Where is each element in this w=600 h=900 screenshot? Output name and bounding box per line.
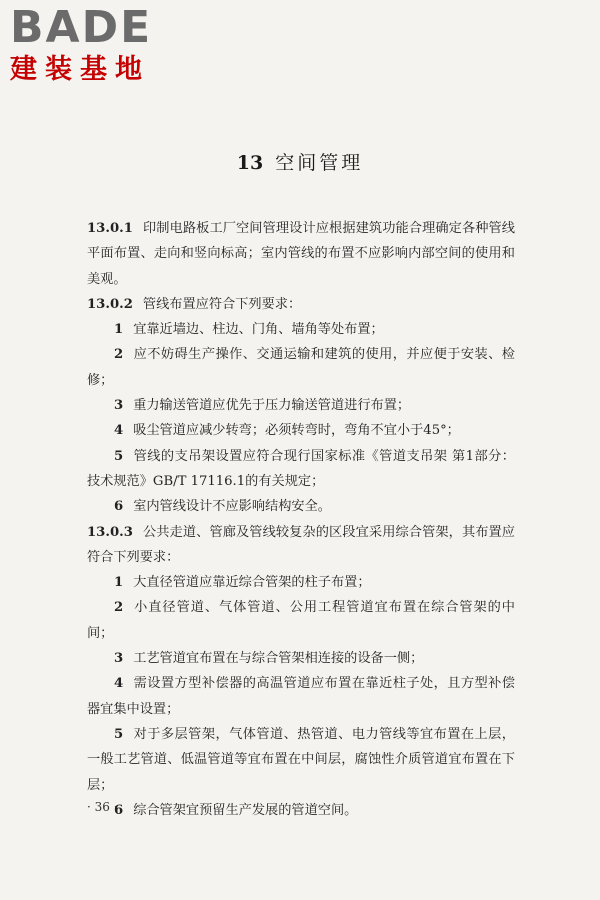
item-number: 1: [114, 322, 124, 338]
list-item: [87, 646, 515, 671]
item-number: 6: [114, 802, 124, 818]
item-number: 4: [114, 423, 124, 439]
item-number: 3: [114, 398, 124, 414]
list-item: [87, 671, 515, 722]
chapter-title: [0, 148, 600, 175]
item-text: 重力输送管道应优先于压力输送管道进行布置；: [133, 398, 411, 414]
item-number: 2: [114, 600, 124, 616]
page-number: · 36 ·: [87, 800, 118, 814]
clause-text: 印制电路板工厂空间管理设计应根据建筑功能合理确定各种管线平面布置、走向和竖向标高；室内管线的布置不应影响内部空间的使用和美观。: [87, 221, 515, 287]
item-text: 管线的支吊架设置应符合现行国家标准《管道支吊架 第1部分：技术规范》GB/T 17116.1的有关规定；: [87, 448, 515, 489]
clause-text: 公共走道、管廊及管线较复杂的区段宜采用综合管架，其布置应符合下列要求：: [87, 524, 515, 565]
item-number: 5: [114, 448, 124, 464]
list-item: [87, 570, 515, 595]
clause-number: 13.0.3: [87, 524, 133, 540]
list-item: [87, 798, 515, 823]
list-item: [87, 444, 515, 495]
item-text: 室内管线设计不应影响结构安全。: [133, 499, 331, 515]
item-text: 工艺管道宜布置在与综合管架相连接的设备一侧；: [133, 651, 424, 667]
item-number: 5: [114, 726, 124, 742]
item-number: 3: [114, 651, 124, 667]
list-item: [87, 342, 515, 393]
clause-13-0-2: [87, 292, 515, 317]
clause-13-0-1: [87, 216, 515, 292]
item-text: 综合管架宜预留生产发展的管道空间。: [133, 802, 358, 818]
chapter-title-text: 空间管理: [275, 152, 364, 174]
clause-number: 13.0.1: [87, 221, 133, 236]
clause-text: 管线布置应符合下列要求：: [142, 296, 302, 312]
list-item: [87, 722, 515, 798]
item-number: 6: [114, 499, 124, 515]
item-text: 对于多层管架，气体管道、热管道、电力管线等宜布置在上层，一般工艺管道、低温管道等宜布置在中间层，腐蚀性介质管道宜布置在下层；: [87, 726, 515, 793]
list-item: [87, 494, 515, 519]
clause-number: 13.0.2: [87, 296, 133, 312]
bade-logo: [10, 2, 180, 86]
item-text: 需设置方型补偿器的高温管道应布置在靠近柱子处，且方型补偿器宜集中设置；: [87, 676, 515, 717]
item-text: 宜靠近墙边、柱边、门角、墙角等处布置；: [133, 322, 384, 338]
item-text: 大直径管道应靠近综合管架的柱子布置；: [133, 575, 371, 591]
logo-subtitle: 建装基地: [10, 54, 150, 85]
item-text: 应不妨碍生产操作、交通运输和建筑的使用，并应便于安装、检修；: [87, 347, 515, 388]
logo-brand-text: BADE: [10, 2, 153, 53]
list-item: [87, 418, 515, 443]
item-number: 2: [114, 347, 124, 363]
item-number: 1: [114, 575, 124, 591]
item-text: 小直径管道、气体管道、公用工程管道宜布置在综合管架的中间；: [87, 600, 515, 641]
clause-13-0-3: [87, 520, 515, 571]
list-item: [87, 595, 515, 646]
list-item: [87, 317, 515, 342]
item-text: 吸尘管道应减少转弯；必须转弯时，弯角不宜小于45°；: [133, 423, 460, 439]
list-item: [87, 393, 515, 418]
document-body: [87, 216, 515, 823]
chapter-number: 13: [236, 152, 264, 174]
item-number: 4: [114, 676, 124, 692]
